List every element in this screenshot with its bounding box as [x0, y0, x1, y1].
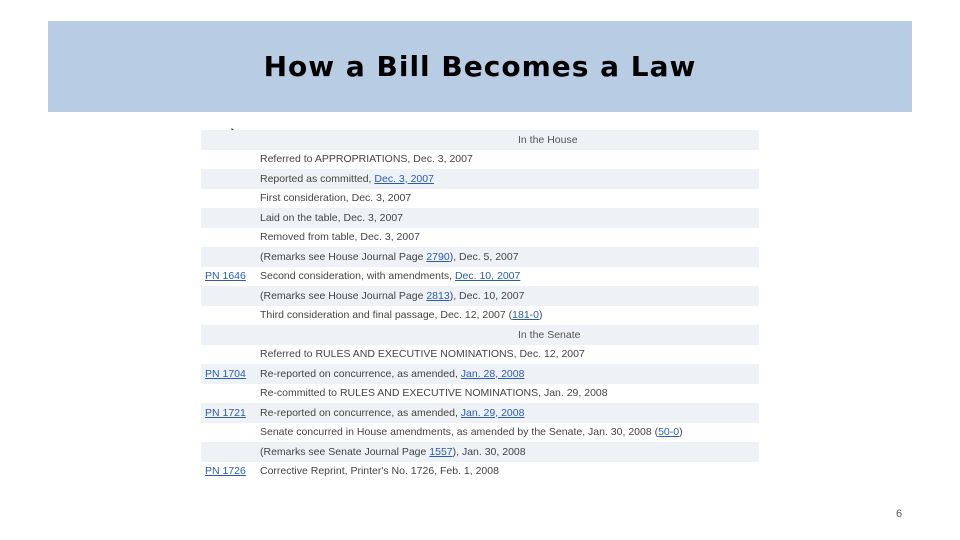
chamber-label: In the House	[518, 133, 578, 146]
chamber-header-senate	[201, 325, 759, 345]
action-text	[257, 306, 759, 326]
action-text	[257, 364, 759, 384]
history-row	[201, 384, 759, 404]
action-text-segment: (Remarks see House Journal Page	[260, 289, 427, 302]
bill-history-table	[201, 130, 759, 481]
printers-number-link[interactable]: PN 1726	[205, 465, 246, 478]
action-text	[257, 208, 759, 228]
action-text-segment: Third consideration and final passage, Dec. 12, 2007 (	[260, 309, 513, 322]
action-text	[257, 462, 759, 482]
action-text-segment: First consideration, Dec. 3, 2007	[260, 192, 412, 205]
action-text-segment: Re-reported on concurrence, as amended,	[260, 367, 461, 380]
action-text-segment: ), Dec. 5, 2007	[449, 250, 519, 263]
printers-number-link[interactable]: PN 1646	[205, 270, 246, 283]
slide-title: How a Bill Becomes a Law	[263, 50, 697, 83]
history-link[interactable]: Jan. 29, 2008	[460, 406, 525, 419]
history-row	[201, 247, 759, 267]
action-text-segment: Reported as committed,	[260, 172, 375, 185]
action-text	[257, 189, 759, 209]
action-text	[257, 345, 759, 365]
action-text-segment: Removed from table, Dec. 3, 2007	[260, 231, 420, 244]
action-text-segment: )	[539, 309, 543, 322]
history-row	[201, 364, 759, 384]
action-text-segment: ), Jan. 30, 2008	[452, 445, 526, 458]
history-link[interactable]: Dec. 3, 2007	[374, 172, 434, 185]
history-row	[201, 462, 759, 482]
history-link[interactable]: 2813	[426, 289, 450, 302]
printers-number-link[interactable]: PN 1704	[205, 367, 246, 380]
history-row	[201, 228, 759, 248]
history-row	[201, 442, 759, 462]
history-row	[201, 286, 759, 306]
history-row	[201, 306, 759, 326]
action-text-segment: Re-committed to RULES AND EXECUTIVE NOMINATIONS, Jan. 29, 2008	[260, 387, 608, 400]
action-text	[257, 286, 759, 306]
chamber-header-house	[201, 130, 759, 150]
printers-number-link[interactable]: PN 1721	[205, 406, 246, 419]
history-link[interactable]: 181-0	[512, 309, 540, 322]
history-link[interactable]: Dec. 10, 2007	[454, 270, 521, 283]
action-text	[257, 384, 759, 404]
history-row	[201, 150, 759, 170]
action-text-segment: Senate concurred in House amendments, as amended by the Senate, Jan. 30, 2008 (	[260, 426, 659, 439]
history-row	[201, 189, 759, 209]
action-text-segment: ), Dec. 10, 2007	[449, 289, 525, 302]
action-text-segment: Referred to RULES AND EXECUTIVE NOMINATIONS, Dec. 12, 2007	[260, 348, 585, 361]
history-row	[201, 169, 759, 189]
action-text	[257, 150, 759, 170]
action-text-segment: Second consideration, with amendments,	[260, 270, 455, 283]
action-text	[257, 403, 759, 423]
history-row	[201, 267, 759, 287]
history-link[interactable]: 50-0	[658, 426, 680, 439]
history-row	[201, 208, 759, 228]
action-text-segment: Re-reported on concurrence, as amended,	[260, 406, 461, 419]
history-link[interactable]: 2790	[426, 250, 450, 263]
action-text	[257, 228, 759, 248]
chamber-label: In the Senate	[518, 328, 581, 341]
action-text-segment: Laid on the table, Dec. 3, 2007	[260, 211, 404, 224]
history-row	[201, 345, 759, 365]
history-link[interactable]: Jan. 28, 2008	[460, 367, 525, 380]
action-text	[257, 169, 759, 189]
action-text-segment: )	[679, 426, 683, 439]
action-text	[257, 423, 759, 443]
action-text	[257, 247, 759, 267]
page-number: 6	[896, 508, 903, 520]
action-text-segment: (Remarks see House Journal Page	[260, 250, 427, 263]
history-link[interactable]: 1557	[429, 445, 453, 458]
action-text-segment: (Remarks see Senate Journal Page	[260, 445, 430, 458]
action-text	[257, 442, 759, 462]
history-row	[201, 423, 759, 443]
history-row	[201, 403, 759, 423]
action-text-segment: Corrective Reprint, Printer's No. 1726, Feb. 1, 2008	[260, 465, 499, 478]
action-text-segment: Referred to APPROPRIATIONS, Dec. 3, 2007	[260, 153, 473, 166]
action-text	[257, 267, 759, 287]
